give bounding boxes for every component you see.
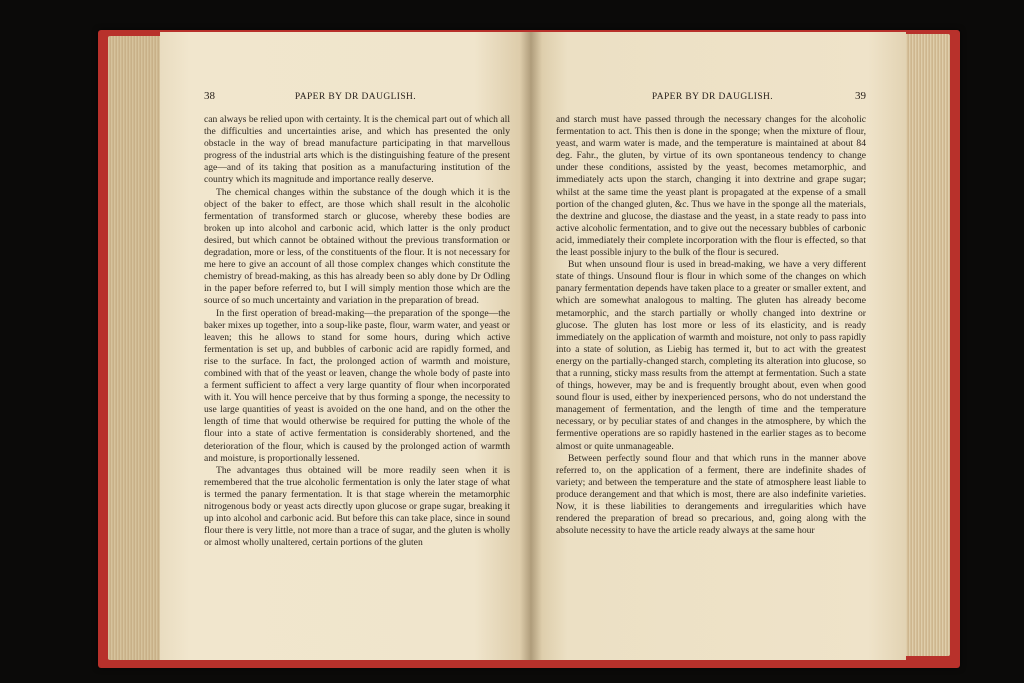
- paragraph: and starch must have passed through the necessary changes for the alcoholic fermentation to act. This then is done in the sponge; when the mixture of flour, yeast, and warm water is made, and the temperature is maintained at about 84 deg. Fahr., the gluten, by virtue of its own spontaneous tendency to change under these conditions, assisted by the yeast, becomes metamorphic, and immediately acts upon the starch, changing it into dextrine and grape sugar; whilst at the same time the yeast plant is propagated at the expense of a small portion of the changed gluten, &c. Thus we have in the sponge all the materials, the dextrine and glucose, the diastase and the yeast, in a state ready to pass into active alcoholic fermentation, and to give out the necessary bubbles of carbonic acid, immediately their complete incorporation with the flour is effected, so that the least possible injury to the bulk of the flour is secured.: [556, 114, 866, 259]
- book-gutter: [520, 32, 542, 660]
- paragraph: But when unsound flour is used in bread-making, we have a very different state of things. Unsound flour is flour in which some of the changes on which panary fermentation depends have taken place to a greater or smaller extent, and which are somewhat analogous to malting. The gluten has already become metamorphic, and the starch partially or wholly changed into dextrine or glucose. The gluten has lost more or less of its elasticity, and is ready immediately on the application of warmth and moisture, not only to pass rapidly into a state of solution, as Liebig has termed it, but to act with the greatest energy on the partially-changed starch, completing its alteration into glucose, so that a running, sticky mass results from the attempt at fermentation. Such a state of things, however, may be and is frequently brought about, even when good sound flour is used, either by inexperienced persons, who do not understand the management of fermentation, and the length of time and the temperature necessary, or by peculiar states of and changes in the atmosphere, by which the fermentive operations are so rapidly hastened in the earlier stages as to become almost or quite unmanageable.: [556, 259, 866, 452]
- right-running-title: PAPER BY DR DAUGLISH.: [651, 92, 774, 102]
- right-page-body: [556, 114, 866, 537]
- paragraph: The chemical changes within the substance of the dough which it is the object of the baker to effect, are those which shall result in the alcoholic fermentation of transformed starch or glucose, whereby these bodies are broken up into alcohol and carbonic acid, which latter is the only product desired, but which cannot be obtained without the previous transformation or degradation, more or less, of the constituents of the flour. It is not necessary for me here to give an account of all those complex changes which constitute the chemistry of bread-making, as this has already been so ably done by Dr Odling in the paper before referred to, but I will simply mention those which are the source of so much uncertainty and variation in the preparation of bread.: [204, 186, 510, 307]
- page-edges-left: [108, 36, 164, 660]
- paragraph: can always be relied upon with certainty. It is the chemical part out of which all the difficulties and uncertainties arise, and which has presented the only obstacle in the way of bread manufacture participating in that marvellous progress of the industrial arts which is the distinguishing feature of the present age—and of its taking that position as a manufacturing institution of the country which its magnitude and importance really deserve.: [204, 114, 510, 186]
- paragraph: The advantages thus obtained will be more readily seen when it is remembered that the true alcoholic fermentation is only the later stage of what is termed the panary fermentation. It is that stage wherein the metamorphic nitrogenous body or yeast acts directly upon glucose or grape sugar, breaking it up into alcohol and carbonic acid. But before this can take place, since in sound flour there is very little, not more than a trace of sugar, and the gluten is wholly or almost wholly unaltered, certain portions of the gluten: [204, 464, 510, 549]
- left-page: [160, 32, 530, 660]
- left-page-number: 38: [204, 90, 215, 102]
- left-page-body: [204, 114, 510, 549]
- left-running-head: [204, 90, 510, 102]
- left-running-title: PAPER BY DR DAUGLISH.: [294, 92, 417, 102]
- page-edges-right: [900, 34, 950, 656]
- right-running-head: [556, 90, 866, 102]
- right-page: [530, 32, 906, 660]
- paragraph: Between perfectly sound flour and that which runs in the manner above referred to, on the application of a ferment, there are indefinite shades of variety; and between the temperature and the state of atmosphere least liable to produce derangement and that which is most, there are also indefinite varieties. Now, it is these liabilities to derangements and irregularities which have rendered the preparation of bread so precarious, and, going along with the absolute necessity to have the article ready always at the same hour: [556, 452, 866, 537]
- paragraph: In the first operation of bread-making—the preparation of the sponge—the baker mixes up together, into a soup-like paste, flour, warm water, and yeast or leaven; this he allows to stand for some hours, during which active fermentation is set up, and bubbles of carbonic acid are rapidly formed, and rise to the surface. In fact, the prolonged action of warmth and moisture, combined with that of the yeast or leaven, change the whole body of paste into a ferment sufficient to affect a very large quantity of flour when incorporated with it. You will hence perceive that by thus forming a sponge, the necessity to use large quantities of yeast is avoided on the one hand, and on the other the length of time that would otherwise be required for putting the whole of the flour into a state of active fermentation is considerably shortened, and the deterioration of the flour, which is caused by the prolonged action of warmth and moisture, is proportionally lessened.: [204, 307, 510, 464]
- right-page-number: 39: [854, 90, 866, 102]
